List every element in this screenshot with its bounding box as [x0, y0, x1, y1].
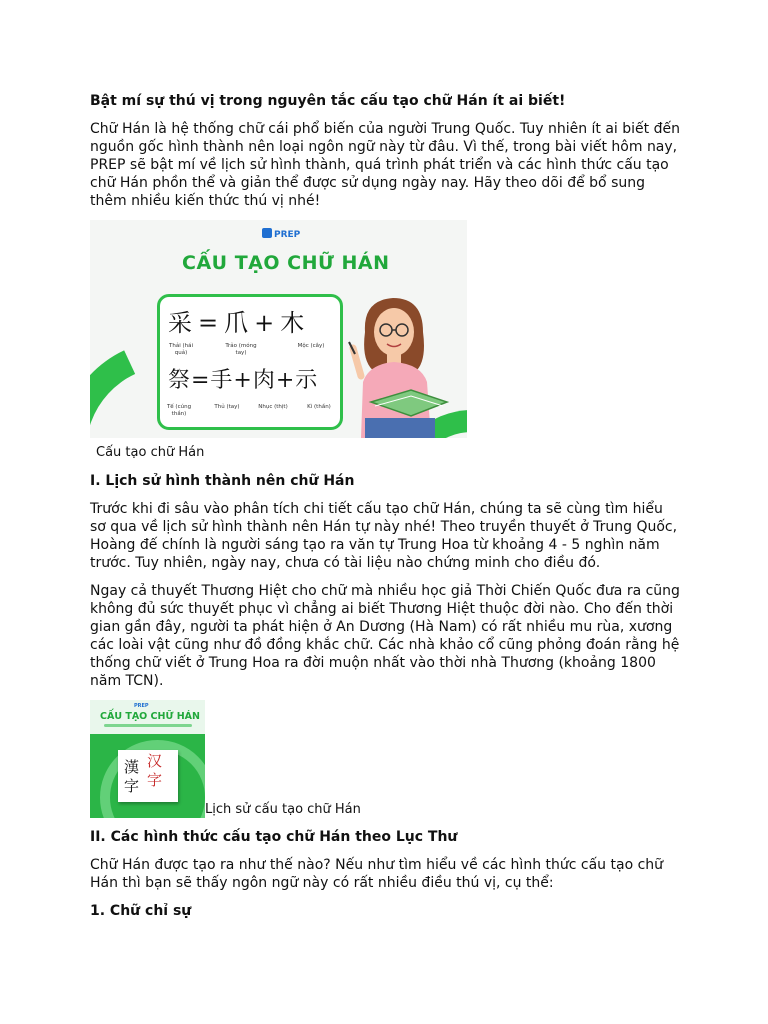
figure-1-caption: Cấu tạo chữ Hán: [96, 445, 205, 460]
section-2-paragraph-1: Chữ Hán được tạo ra như thế nào? Nếu như tìm hiểu về các hình thức cấu tạo chữ Hán thì bạn sẽ thấy ngôn ngữ này có rất nhiều điều thú vị, cụ thể:: [90, 857, 664, 891]
formula-2: 祭=手+肉+示: [168, 368, 319, 393]
formula-1: 采=爪+木: [168, 309, 311, 337]
figure-cau-tao-chu-han: [90, 220, 467, 438]
figure-heading: CẤU TẠO CHỮ HÁN: [182, 252, 390, 274]
gloss-nhuc: Nhục (thịt): [258, 404, 288, 410]
gloss-thai: Thải (hái quả): [168, 343, 194, 356]
gloss-te: Tế (cúng thần): [166, 404, 192, 417]
formula-card: [157, 294, 343, 430]
section-2-heading: II. Các hình thức cấu tạo chữ Hán theo Lục Thư: [90, 829, 458, 845]
simplified-characters: 汉 字: [147, 752, 163, 789]
gloss-thu: Thủ (tay): [214, 404, 240, 410]
figure-2-heading: CẤU TẠO CHỮ HÁN: [100, 711, 200, 722]
teacher-illustration: [335, 292, 455, 438]
subsection-1-heading: 1. Chữ chỉ sự: [90, 903, 192, 919]
intro-paragraph: Chữ Hán là hệ thống chữ cái phổ biến của người Trung Quốc. Tuy nhiên ít ai biết đến nguồn gốc hình thành nên loại ngôn ngữ này từ đâu. Vì thế, trong bài viết hôm nay, PREP sẽ bật mí về lịch sử hình thành, quá trình phát triển và các hình thức cấu tạo chữ Hán phồn thể và giản thể được sử dụng ngày nay. Hãy theo dõi để bổ sung thêm nhiều kiến thức thú vị nhé!: [90, 121, 680, 209]
section-1-paragraph-2: Ngay cả thuyết Thương Hiệt cho chữ mà nhiều học giả Thời Chiến Quốc đưa ra cũng không đủ sức thuyết phục vì chẳng ai biết Thương Hiệt thuộc đời nào. Cho đến thời gian gần đây, người ta phát hiện ở An Dương (Hà Nam) có rất nhiều mu rùa, xương các loài vật cũng như đồ đồng khắc chữ. Các nhà khảo cổ cũng phỏng đoán rằng hệ thống chữ viết ở Trung Hoa ra đời muộn nhất vào thời nhà Thương (khoảng 1800 năm TCN).: [90, 583, 680, 689]
brand-name: PREP: [274, 230, 301, 240]
character-tile: [118, 750, 178, 802]
figure-lich-su-cau-tao: [90, 700, 205, 818]
gloss-moc: Mộc (cây): [297, 343, 325, 349]
figure-2-caption: Lịch sử cấu tạo chữ Hán: [205, 802, 361, 817]
section-1-heading: I. Lịch sử hình thành nên chữ Hán: [90, 473, 355, 489]
traditional-characters: 漢 字: [124, 758, 140, 795]
article-title: Bật mí sự thú vị trong nguyên tắc cấu tạo chữ Hán ít ai biết!: [90, 93, 566, 109]
prep-logo: PREP: [134, 703, 149, 709]
gloss-trao: Trảo (móng tay): [225, 343, 257, 356]
gloss-ki: Kì (thần): [307, 404, 331, 410]
prep-logo-icon: [262, 228, 272, 238]
article-body: [90, 92, 680, 920]
section-1-paragraph-1: Trước khi đi sâu vào phân tích chi tiết cấu tạo chữ Hán, chúng ta sẽ cùng tìm hiểu sơ qua về lịch sử hình thành nên Hán tự này nhé! Theo truyền thuyết ở Trung Quốc, Hoàng đế chính là người sáng tạo ra văn tự Trung Hoa từ khoảng 4 - 5 nghìn năm trước. Tuy nhiên, ngày nay, chưa có tài liệu nào chứng minh cho điều đó.: [90, 501, 678, 571]
figure-2-row: [90, 700, 680, 818]
prep-logo: [262, 228, 300, 240]
figure-2-subtitle-bar: [104, 724, 192, 727]
